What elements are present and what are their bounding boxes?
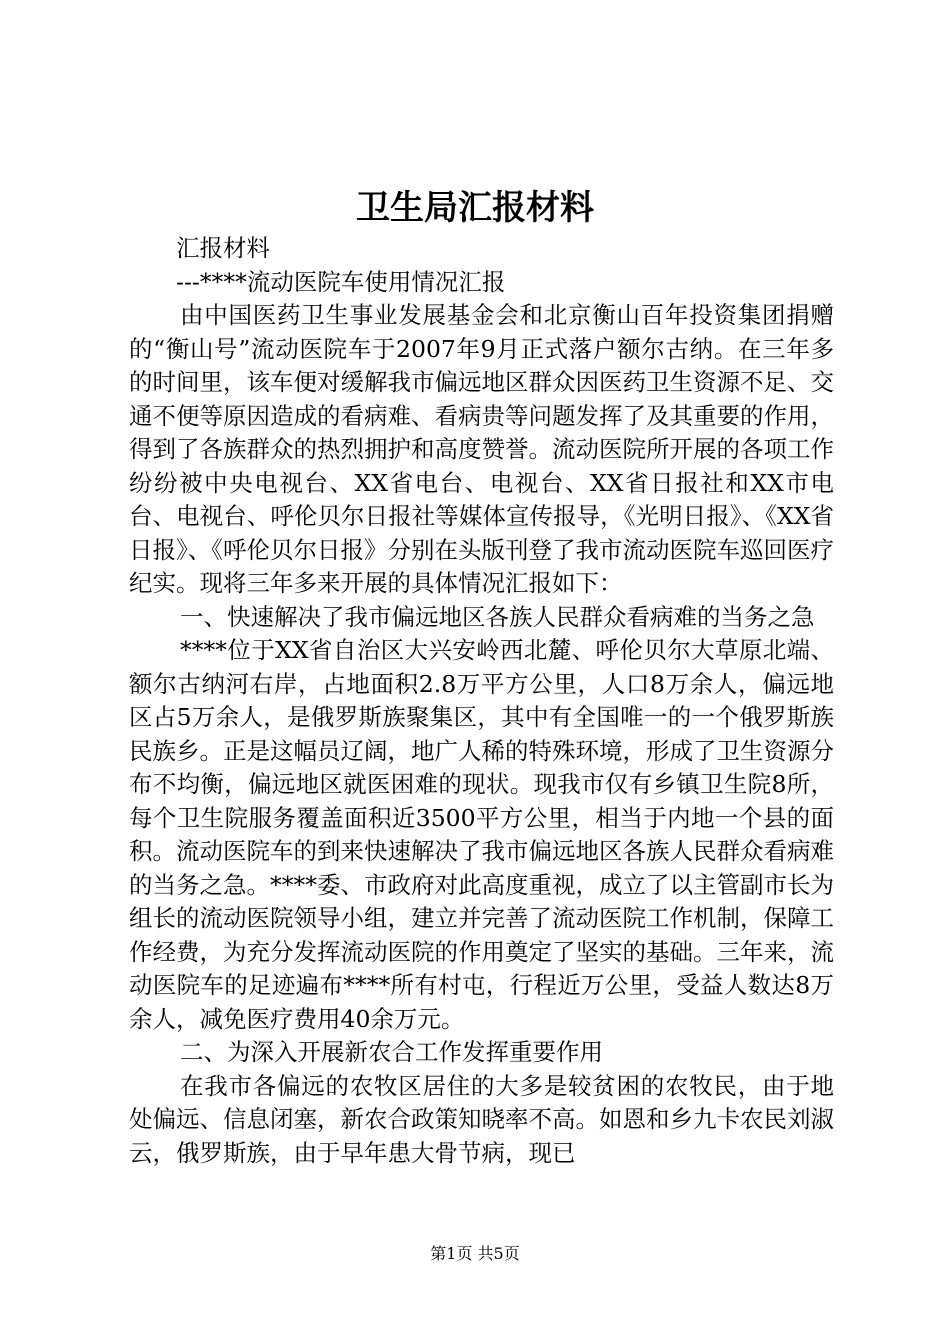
paragraph-intro: 由中国医药卫生事业发展基金会和北京衡山百年投资集团捐赠的“衡山号”流动医院车于2007年9月正式落户额尔古纳。在三年多的时间里，该车便对缓解我市偏远地区群众因医药卫生资源不足、交通不便等原因造成的看病难、看病贵等问题发挥了及其重要的作用，得到了各族群众的热烈拥护和高度赞誉。流动医院所开展的各项工作纷纷被中央电视台、XX省电台、电视台、XX省日报社和XX市电台、电视台、呼伦贝尔日报社等媒体宣传报导，《光明日报》、《XX省日报》、《呼伦贝尔日报》分别在头版刊登了我市流动医院车巡回医疗纪实。现将三年多来开展的具体情况汇报如下： xyxy=(129,301,834,597)
paragraph-section-1: ****位于XX省自治区大兴安岭西北麓、呼伦贝尔大草原北端、额尔古纳河右岸，占地面积2.8万平方公里，人口8万余人，偏远地区占5万余人，是俄罗斯族聚集区，其中有全国唯一的一个俄罗斯族民族乡。正是这幅员辽阔，地广人稀的特殊环境，形成了卫生资源分布不均衡，偏远地区就医困难的现状。现我市仅有乡镇卫生院8所，每个卫生院服务覆盖面积近3500平方公里，相当于内地一个县的面积。流动医院车的到来快速解决了我市偏远地区各族人民群众看病难的当务之急。****委、市政府对此高度重视，成立了以主管副市长为组长的流动医院领导小组，建立并完善了流动医院工作机制，保障工作经费，为充分发挥流动医院的作用奠定了坚实的基础。三年来，流动医院车的足迹遍布****所有村屯，行程近万公里，受益人数达8万余人，减免医疗费用40余万元。 xyxy=(129,636,834,1033)
paragraph-subtitle: ---****流动医院车使用情况汇报 xyxy=(176,267,506,296)
document-title: 卫生局汇报材料 xyxy=(356,188,594,228)
paragraph-section-2: 在我市各偏远的农牧区居住的大多是较贫困的农牧民，由于地处偏远、信息闭塞，新农合政策知晓率不高。如恩和乡九卡农民刘淑云，俄罗斯族，由于早年患大骨节病，现已 xyxy=(129,1071,834,1167)
page-footer: 第1页 共5页 xyxy=(430,1244,520,1263)
paragraph-heading-label: 汇报材料 xyxy=(176,234,270,262)
document-body xyxy=(129,232,834,1170)
section-heading-2: 二、为深入开展新农合工作发挥重要作用 xyxy=(180,1038,603,1066)
section-heading-1: 一、快速解决了我市偏远地区各族人民群众看病难的当务之急 xyxy=(180,602,815,631)
